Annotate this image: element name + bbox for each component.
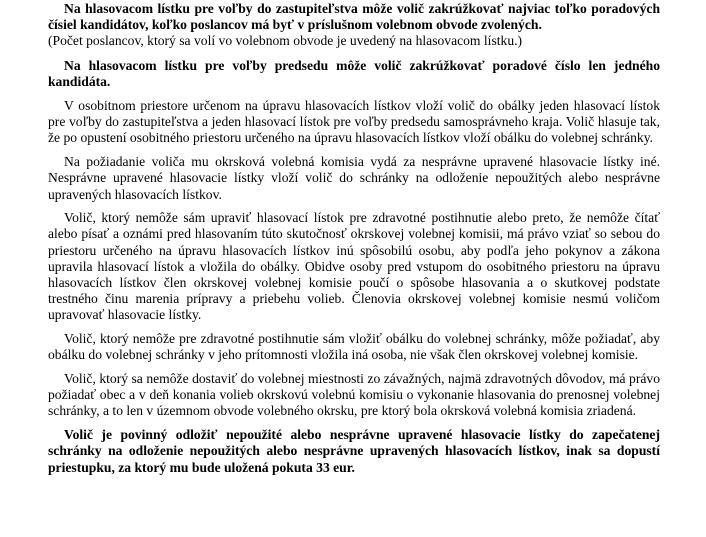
paragraph-candidate-count-note: (Počet poslancov, ktorý sa volí vo volebnom obvode je uvedený na hlasovacom lístku.): [48, 33, 523, 49]
paragraph-candidate-count: Na hlasovacom lístku pre voľby do zastupiteľstva môže volič zakrúžkovať najviac toľko poradových čísiel kandidátov, koľko poslancov má byť v príslušnom volebnom obvode zvolených.: [48, 1, 660, 33]
paragraph-portable-box: Volič, ktorý sa nemôže dostaviť do volebnej miestnosti zo závažných, najmä zdravotných dôvodov, má právo požiadať obec a v deň konania volieb okrskovú volebnú komisiu o vykonanie hlasovania do prenosnej volebnej schránky, a to len v územnom obvode volebného okrsku, pre ktorý bola okrsková volebná komisia zriadená.: [48, 371, 660, 419]
paragraph-envelope: V osobitnom priestore určenom na úpravu hlasovacích lístkov vloží volič do obálky jeden hlasovací lístok pre voľby do zastupiteľstva a jeden hlasovací lístok pre voľby predsedu samosprávneho kraja. Volič hlasuje tak, že po opustení osobitného priestoru určeného na úpravu hlasovacích lístkov vloží obálku do volebnej schránky.: [48, 98, 660, 146]
paragraph-chairman-vote: Na hlasovacom lístku pre voľby predsedu môže volič zakrúžkovať poradové číslo len jedného kandidáta.: [48, 58, 660, 90]
paragraph-penalty: Volič je povinný odložiť nepoužité alebo nesprávne upravené hlasovacie lístky do zapečatenej schránky na odloženie nepoužitých alebo nesprávne upravených hlasovacích lístkov, inak sa dopustí priestupku, za ktorý mu bude uložená pokuta 33 eur.: [48, 427, 660, 475]
paragraph-envelope-assistance: Volič, ktorý nemôže pre zdravotné postihnutie sám vložiť obálku do volebnej schránky, môže požiadať, aby obálku do volebnej schránky v jeho prítomnosti vložila iná osoba, nie však člen okrskovej volebnej komisie.: [48, 331, 660, 363]
paragraph-assisted-voting: Volič, ktorý nemôže sám upraviť hlasovací lístok pre zdravotné postihnutie alebo preto, že nemôže čítať alebo písať a oznámi pred hlasovaním túto skutočnosť okrskovej volebnej komisii, má právo vziať so sebou do priestoru určeného na úpravu hlasovacích lístkov inú spôsobilú osobu, aby podľa jeho pokynov a zákona upravila hlasovací lístok a vložila do obálky. Obidve osoby pred vstupom do osobitného priestoru na úpravu hlasovacích lístkov člen okrskovej volebnej komisie poučí o spôsobe hlasovania a o skutkovej podstate trestného činu marenia prípravy a priebehu volieb. Členovia okrskovej volebnej komisie nesmú voličom upravovať hlasovacie lístky.: [48, 210, 660, 323]
paragraph-replacement-ballots: Na požiadanie voliča mu okrsková volebná komisia vydá za nesprávne upravené hlasovacie lístky iné. Nesprávne upravené hlasovacie lístky vloží volič do schránky na odloženie nepoužitých alebo nesprávne upravených hlasovacích lístkov.: [48, 154, 660, 202]
